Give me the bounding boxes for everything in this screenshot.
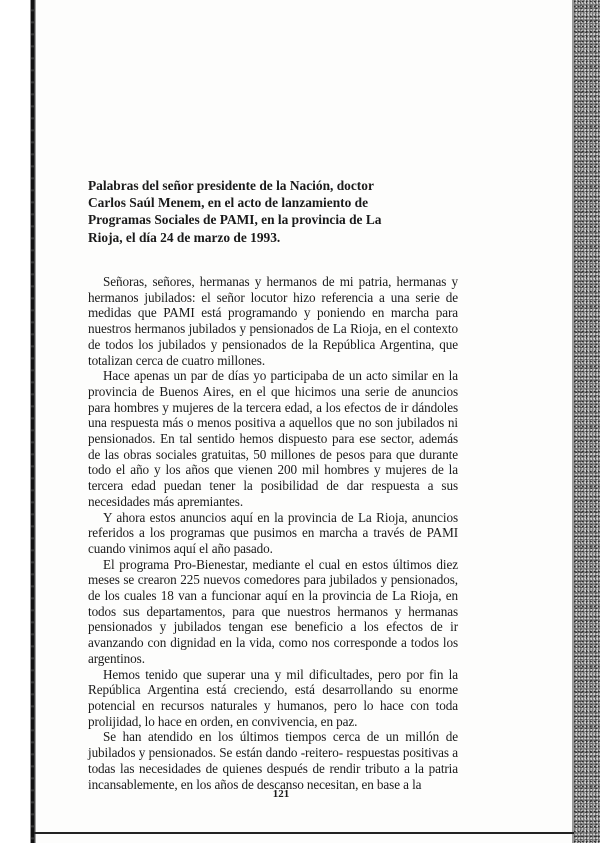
bottom-page-edge xyxy=(34,832,574,834)
scan-right-noise xyxy=(574,0,600,843)
paragraph-5: Hemos tenido que superar una y mil dificultades, pero por fin la República Argentina está creciendo, está desarrollando su enorme potencial en recursos naturales y humanos, pero lo hace con toda prolijidad, lo hace en orden, en convivencia, en paz. xyxy=(88,666,458,729)
paragraph-6: Se han atendido en los últimos tiempos cerca de un millón de jubilados y pensionados. Se están dando -reitero- respuestas positivas a todas las necesidades de quienes después de rendir tributo a la patria incansablemente, en los años de descanso necesitan, en base a la xyxy=(88,729,458,792)
paragraph-1: Señoras, señores, hermanas y hermanos de mi patria, hermanas y hermanos jubilados: el señor locutor hizo referencia a una serie de medidas que PAMI está programando y poniendo en marcha para nuestros hermanos jubilados y pensionados de La Rioja, en el contexto de todos los jubilados y pensionados de la República Argentina, que totalizan cerca de cuatro millones. xyxy=(88,274,458,368)
speech-body xyxy=(88,274,458,792)
scan-binding-shadow xyxy=(31,0,34,843)
paragraph-2: Hace apenas un par de días yo participaba de un acto similar en la provincia de Buenos Aires, en el que hicimos una serie de anuncios para hombres y mujeres de la tercera edad, a los efectos de ir dándoles una respuesta más o menos positiva a aquellos que no son jubilados ni pensionados. En tal sentido hemos dispuesto para ese sector, además de las obras sociales gratuitas, 50 millones de pesos para que durante todo el año y los años que vienen 200 mil hombres y mujeres de la tercera edad puedan tener la posibilidad de dar respuesta a sus necesidades más apremiantes. xyxy=(88,368,458,509)
scan-binding-edge xyxy=(0,0,36,843)
page-number: 121 xyxy=(272,788,290,800)
paragraph-4: El programa Pro-Bienestar, mediante el cual en estos últimos diez meses se crearon 225 nuevos comedores para jubilados y pensionados, de los cuales 18 van a funcionar aquí en la provincia de La Rioja, en todos sus departamentos, para que nuestros hermanos y hermanas pensionados y jubilados tengan ese beneficio a los efectos de ir avanzando con dignidad en la vida, como nos corresponde a todos los argentinos. xyxy=(88,556,458,666)
paragraph-3: Y ahora estos anuncios aquí en la provincia de La Rioja, anuncios referidos a los programas que pusimos en marcha a través de PAMI cuando vinimos aquí el año pasado. xyxy=(88,509,458,556)
speech-title: Palabras del señor presidente de la Nación, doctor Carlos Saúl Menem, en el acto de lanzamiento de Programas Sociales de PAMI, en la provincia de La Rioja, el día 24 de marzo de 1993. xyxy=(88,178,382,245)
